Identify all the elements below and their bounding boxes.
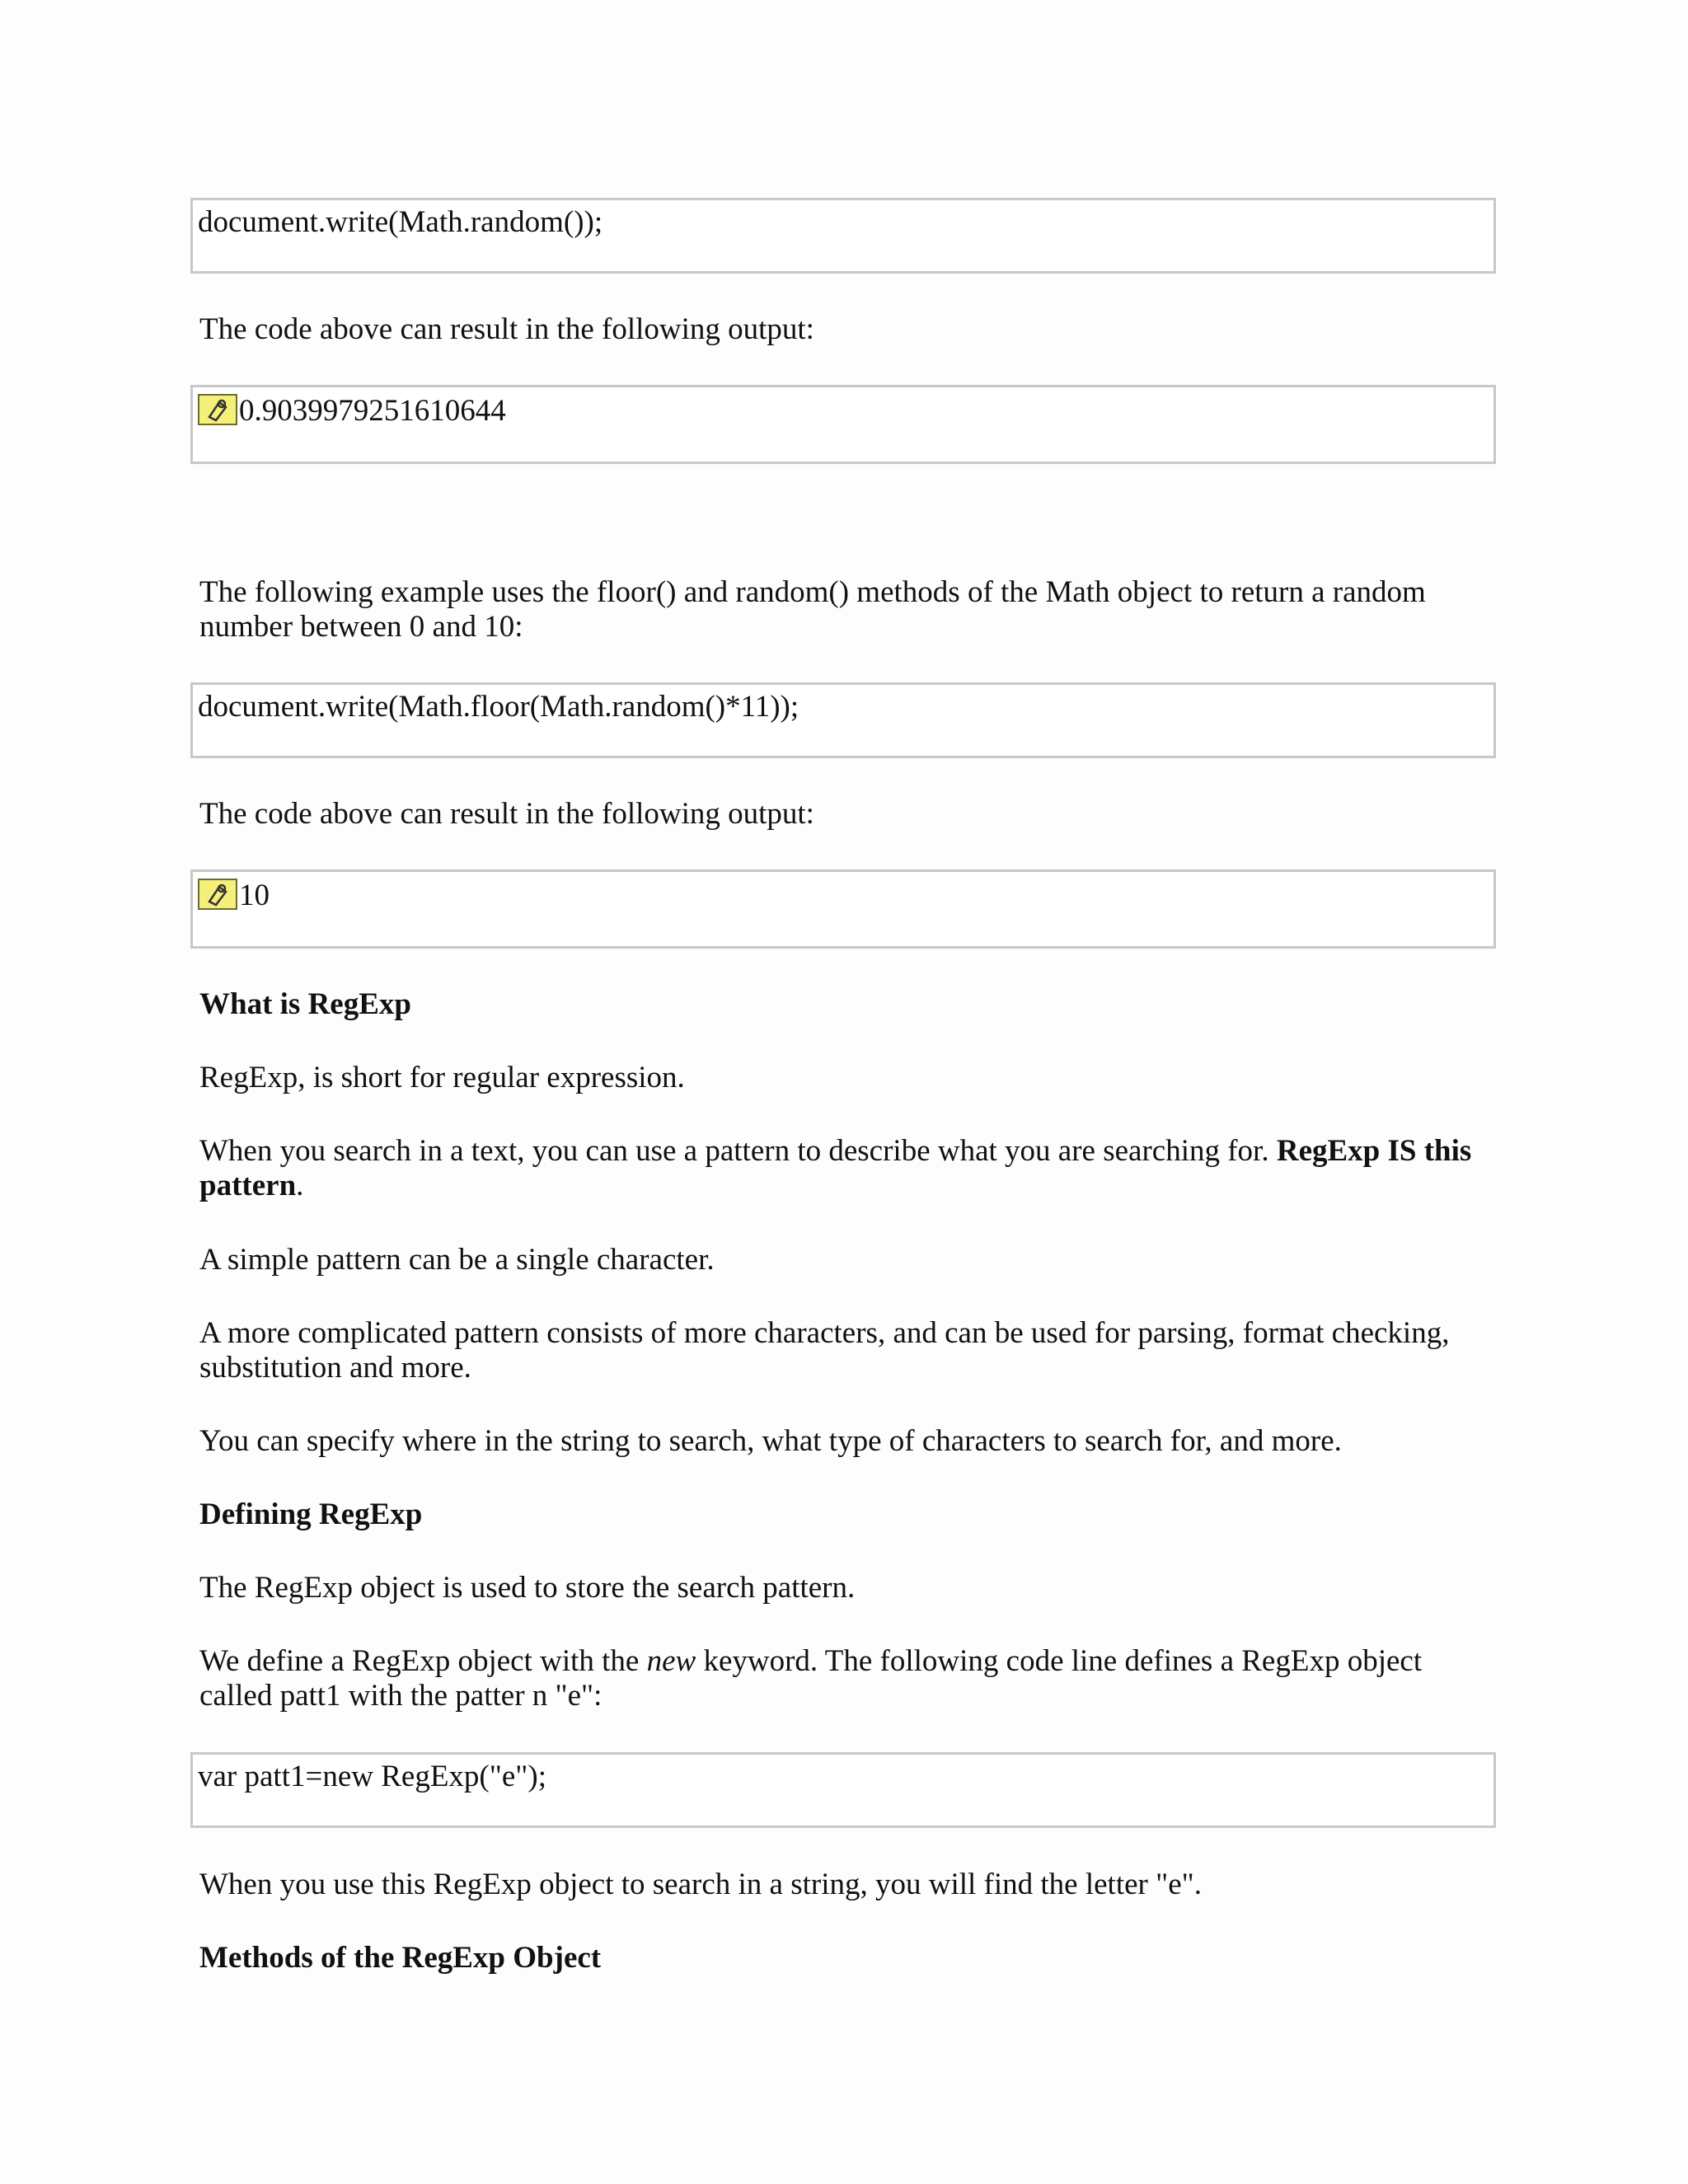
find-letter-text: When you use this RegExp object to search in a string, you will find the letter "e". xyxy=(199,1868,1202,1901)
text-run: We define a RegExp object with the xyxy=(199,1644,647,1678)
heading-methods-regexp: Methods of the RegExp Object xyxy=(199,1941,602,1975)
heading-defining-regexp: Defining RegExp xyxy=(199,1497,423,1531)
text-run: When you search in a text, you can use a pattern to describe what you are searching for. xyxy=(199,1134,1277,1168)
output-window-icon xyxy=(198,879,237,910)
specify-where-text: You can specify where in the string to search, what type of characters to search for, and more. xyxy=(199,1424,1342,1458)
simple-pattern-text: A simple pattern can be a single character. xyxy=(199,1243,715,1277)
define-regexp-text xyxy=(199,1644,1502,1713)
text-run: . xyxy=(296,1169,304,1202)
output-window-icon xyxy=(198,394,237,425)
code-line: var patt1=new RegExp("e"); xyxy=(198,1760,546,1793)
complicated-pattern-text: A more complicated pattern consists of more characters, and can be used for parsing, format checking, substitution and more. xyxy=(199,1316,1450,1385)
output-intro-text: The code above can result in the following output: xyxy=(199,312,814,346)
output-block-random xyxy=(190,385,1496,464)
code-line: document.write(Math.floor(Math.random()*11)); xyxy=(198,690,799,724)
italic-text-run: new xyxy=(646,1644,696,1678)
code-block-math-random xyxy=(190,198,1496,274)
output-block-floor xyxy=(190,869,1496,949)
store-pattern-text: The RegExp object is used to store the search pattern. xyxy=(199,1571,856,1605)
regexp-short-text: RegExp, is short for regular expression. xyxy=(199,1061,685,1094)
output-value: 10 xyxy=(239,879,270,912)
output-value: 0.9039979251610644 xyxy=(239,394,506,428)
floor-intro-text: The following example uses the floor() and random() methods of the Math object to return a random number between 0 and 10: xyxy=(199,575,1426,644)
heading-what-is-regexp: What is RegExp xyxy=(199,987,411,1021)
search-pattern-text xyxy=(199,1134,1502,1203)
output-intro-text: The code above can result in the following output: xyxy=(199,797,814,831)
text-run: keyword. The following code line defines a RegExp object called patt1 with the patter n "e": xyxy=(199,1644,1423,1713)
bold-text-run: RegExp IS this pattern xyxy=(199,1134,1472,1202)
code-block-math-floor xyxy=(190,682,1496,758)
code-line: document.write(Math.random()); xyxy=(198,205,603,239)
code-block-regexp xyxy=(190,1752,1496,1828)
